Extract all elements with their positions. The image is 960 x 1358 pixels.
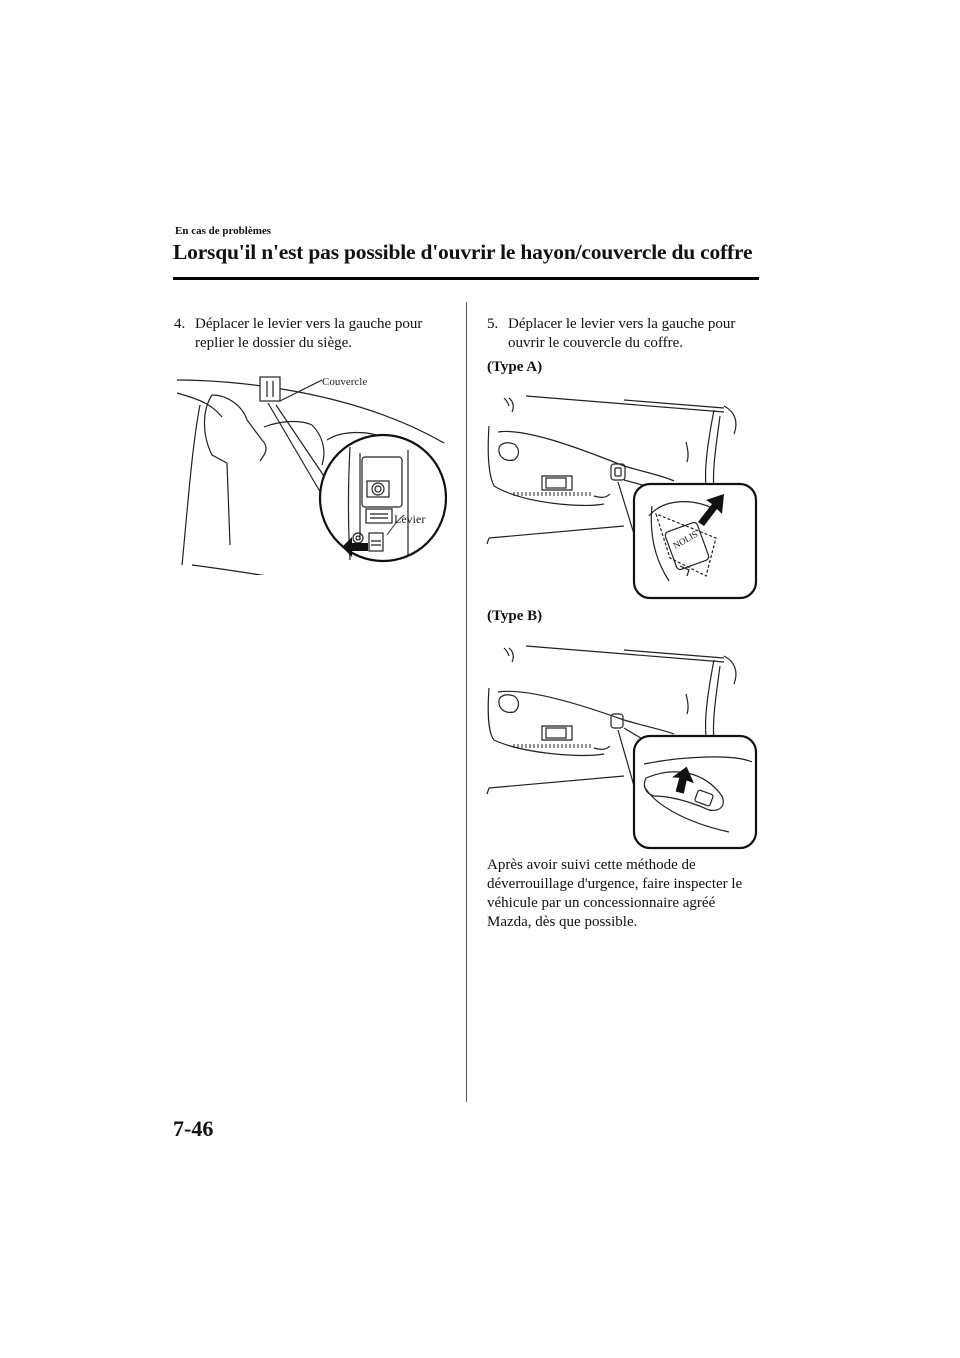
step-4-text: Déplacer le levier vers la gauche pour replier le dossier du siège.: [195, 316, 423, 351]
type-b-label: (Type B): [487, 608, 543, 624]
type-a-detail-frame: [634, 484, 756, 598]
page-number: 7-46: [173, 1116, 214, 1141]
closing-note: Après avoir suivi cette méthode de déverrouillage d'urgence, faire inspecter le véhicule par un concessionnaire agréé Mazda, dès que possible.: [487, 857, 743, 930]
cover-callout-label: Couvercle: [322, 376, 368, 388]
page-title: Lorsqu'il n'est pas possible d'ouvrir le hayon/couvercle du coffre: [173, 240, 753, 264]
type-a-label: (Type A): [487, 359, 543, 375]
step-5: [487, 315, 767, 355]
seatback-lever-illustration: [172, 365, 447, 575]
section-label: En cas de problèmes: [175, 225, 272, 237]
lever-callout-label: Levier: [394, 512, 426, 526]
column-divider: [466, 302, 467, 1102]
type-a-lever-engraving: NOLIS: [671, 528, 700, 551]
step-5-number: 5.: [487, 316, 499, 332]
step-4-number: 4.: [174, 316, 186, 332]
type-b-detail-frame: [634, 736, 756, 848]
type-b-trunk-release-illustration: [484, 636, 760, 851]
heading-rule: [173, 277, 759, 280]
type-a-trunk-release-illustration: [484, 386, 760, 602]
step-5-text: Déplacer le levier vers la gauche pour ouvrir le couvercle du coffre.: [508, 316, 736, 351]
step-4: [174, 315, 454, 355]
